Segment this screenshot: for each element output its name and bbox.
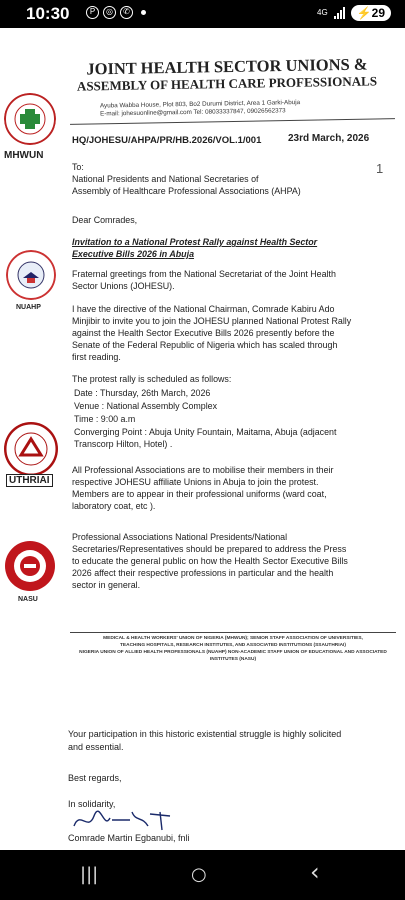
network-type: 4G [317, 8, 328, 17]
nuahp-logo-icon [6, 250, 56, 300]
paragraph-4-line-5: sector in general. [72, 580, 141, 590]
paragraph-3-line-3: Members are to appear in their professional uniforms (ward coat, [72, 489, 327, 499]
paragraph-2-line-1: I have the directive of the National Chairman, Comrade Kabiru Ado [72, 304, 335, 314]
schedule-converging-point-line-2: Transcorp Hilton, Hotel) . [74, 439, 173, 449]
paragraph-2-line-2: Minjibir to invite you to join the JOHESU planned National Protest Rally [72, 316, 352, 326]
paragraph-1-line-1: Fraternal greetings from the National Secretariat of the Joint Health [72, 269, 336, 279]
paragraph-3-line-1: All Professional Associations are to mobilise their members in their [72, 465, 334, 475]
footer-line-2: TEACHING HOSPITALS, RESEARCH INSTITUTES, AND ASSOCIATED INSTITUTIONS (SSAUTHRIAI) [120, 643, 346, 648]
paragraph-3-line-4: laboratory coat, etc ). [72, 501, 156, 511]
uthriai-label: UTHRIAI [6, 474, 53, 487]
footer-divider [70, 632, 396, 633]
letterhead-subtitle: ASSEMBLY OF HEALTH CARE PROFESSIONALS [76, 73, 378, 94]
signal-strength-icon [334, 7, 345, 19]
subject-line-1: Invitation to a National Protest Rally against Health Sector [72, 237, 318, 247]
notification-icon-whatsapp: ✆ [120, 6, 133, 19]
contact-line: E-mail: johesuonline@gmail.com Tel: 08033337847, 09026562373 [100, 107, 286, 118]
address-line: Ayuba Wabba House, Plot 803, Bo2 Durumi District, Area 1 Garki-Abuja [99, 99, 301, 110]
notification-icon-p: P [86, 6, 99, 19]
paragraph-3-line-2: respective JOHESU affiliate Unions in Abuja to join the protest. [72, 477, 319, 487]
paragraph-1-line-2: Sector Unions (JOHESU). [72, 281, 175, 291]
recipient-line-1: National Presidents and National Secretaries of [72, 174, 259, 184]
schedule-intro: The protest rally is scheduled as follows: [72, 374, 232, 384]
status-right [317, 5, 391, 21]
letter-date: 23rd March, 2026 [288, 133, 370, 144]
salutation: Dear Comrades, [72, 215, 138, 225]
subject-line-2: Executive Bills 2026 in Abuja [72, 249, 195, 259]
paragraph-4-line-2: Secretaries/Representatives should be prepared to address the Press [72, 544, 347, 554]
more-notifications-dot-icon [141, 10, 146, 15]
navigation-bar [0, 850, 405, 900]
closing-line-1: Your participation in this historic existential struggle is highly solicited [68, 729, 342, 739]
document-image-page-1[interactable] [0, 28, 405, 684]
schedule-converging-point-line-1: Converging Point : Abuja Unity Fountain, Maitama, Abuja (adjacent [74, 427, 337, 437]
solidarity-line: In solidarity, [68, 799, 116, 809]
schedule-time: Time : 9:00 a.m [74, 414, 136, 424]
letterhead-title: JOINT HEALTH SECTOR UNIONS & [86, 54, 368, 79]
regards-line: Best regards, [68, 773, 122, 783]
status-bar [0, 0, 405, 28]
status-time: 10:30 [26, 4, 70, 23]
letterhead-divider [70, 118, 395, 125]
nuahp-label: NUAHP [16, 304, 41, 311]
closing-line-2: and essential. [68, 742, 124, 752]
recents-button[interactable]: ||| [80, 864, 99, 885]
notification-icon-instagram: ◎ [103, 6, 116, 19]
mhwun-label: MHWUN [4, 150, 44, 161]
paragraph-4-line-3: to educate the general public on how the Health Sector Executive Bills [72, 556, 348, 566]
mhwun-logo-icon [4, 93, 56, 145]
notification-icons [86, 6, 146, 19]
paragraph-2-line-5: first reading. [72, 352, 121, 362]
footer-line-3: NIGERIA UNION OF ALLIED HEALTH PROFESSIONALS (NUAHP) NON-ACADEMIC STAFF UNION OF EDUCATIONAL AND ASSOCIATED INSTITUTES (NASU) [79, 650, 387, 662]
senior-staff-association-logo-icon [4, 422, 58, 476]
nasu-label: NASU [18, 596, 38, 603]
schedule-venue: Venue : National Assembly Complex [74, 401, 218, 411]
letterhead-address [100, 97, 390, 118]
footer-line-1: MEDICAL & HEALTH WORKERS' UNION OF NIGERIA (MHWUN); SENIOR STAFF ASSOCIATION OF UNIVERSITIES, [103, 636, 363, 641]
paragraph-4-line-1: Professional Associations National Presidents/National [72, 532, 288, 542]
paragraph-2-line-3: against the Health Sector Executive Bills 2026 presently before the [72, 328, 335, 338]
page-number: 1 [376, 161, 384, 176]
reference-number: HQ/JOHESU/AHPA/PR/HB.2026/VOL.1/001 [72, 135, 262, 146]
recipient-line-2: Assembly of Healthcare Professional Associations (AHPA) [72, 186, 301, 196]
schedule-date: Date : Thursday, 26th March, 2026 [74, 388, 211, 398]
paragraph-2-line-4: Senate of the Federal Republic of Nigeria which has scaled through [72, 340, 338, 350]
signatory-name: Comrade Martin Egbanubi, fnli [68, 833, 190, 843]
page-gap [0, 684, 405, 694]
paragraph-4-line-4: 2026 affect their respective professions in particular and the health [72, 568, 334, 578]
home-button[interactable]: ○ [191, 864, 207, 885]
nasu-logo-icon [4, 540, 56, 592]
battery-level: 29 [371, 6, 385, 20]
back-button[interactable]: ‹ [310, 858, 320, 886]
to-label: To: [72, 162, 84, 172]
battery-icon: ⚡29 [351, 5, 391, 21]
document-image-page-2[interactable] [0, 694, 405, 850]
